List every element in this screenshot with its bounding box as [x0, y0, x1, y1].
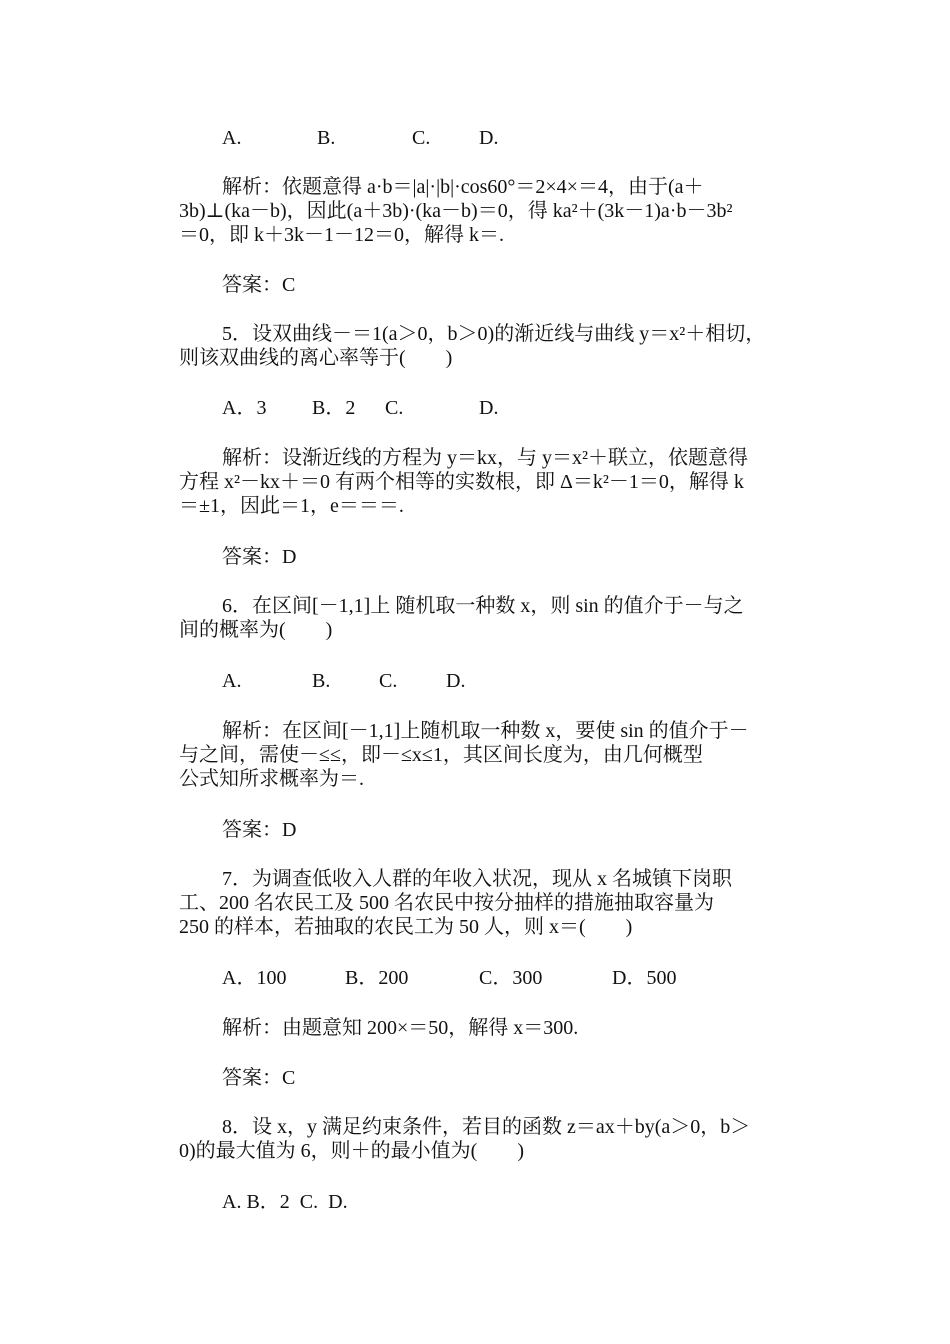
- q5-option-a: A．3: [222, 397, 267, 419]
- q7-stem-line: 工、200 名农民工及 500 名农民中按分抽样的措施抽取容量为: [179, 892, 714, 914]
- q5-analysis-line: 方程 x²－kx＋＝0 有两个相等的实数根，即 Δ＝k²－1＝0，解得 k: [179, 471, 744, 493]
- q6-analysis-line: 公式知所求概率为＝.: [179, 768, 364, 790]
- q5-option-d: D.: [479, 397, 499, 419]
- q7-option-b: B．200: [345, 967, 409, 989]
- q5-option-b: B．2: [312, 397, 356, 419]
- q7-option-d: D．500: [612, 967, 677, 989]
- q4-option-c: C.: [412, 127, 431, 149]
- q6-option-c: C.: [379, 670, 398, 692]
- q6-answer: 答案：D: [222, 819, 297, 841]
- q7-stem-line: 250 的样本，若抽取的农民工为 50 人，则 x＝( ): [179, 916, 633, 938]
- q4-answer: 答案：C: [222, 274, 296, 296]
- q7-analysis-line: 解析：由题意知 200×＝50，解得 x＝300.: [222, 1017, 579, 1039]
- q7-option-a: A．100: [222, 967, 287, 989]
- q4-option-a: A.: [222, 127, 242, 149]
- q5-stem-line: 则该双曲线的离心率等于( ): [179, 347, 453, 369]
- q4-option-b: B.: [317, 127, 336, 149]
- q5-answer: 答案：D: [222, 546, 297, 568]
- q4-option-d: D.: [479, 127, 499, 149]
- q4-analysis-line: 解析：依题意得 a·b＝|a|·|b|·cos60°＝2×4×＝4，由于(a＋: [222, 176, 704, 198]
- q5-stem-line: 5．设双曲线－＝1(a＞0，b＞0)的渐近线与曲线 y＝x²＋相切，: [222, 323, 766, 345]
- q4-analysis-line: 3b)⊥(ka－b)，因此(a＋3b)·(ka－b)＝0，得 ka²＋(3k－1)a·b－3b²: [179, 200, 733, 222]
- q6-stem-line: 间的概率为( ): [179, 619, 333, 641]
- q6-stem-line: 6．在区间[－1,1]上 随机取一种数 x，则 sin 的值介于－与之: [222, 595, 744, 617]
- q6-analysis-line: 与之间，需使－≤≤，即－≤x≤1，其区间长度为，由几何概型: [179, 744, 703, 766]
- q4-analysis-line: ＝0，即 k＋3k－1－12＝0，解得 k＝.: [179, 224, 504, 246]
- q7-answer: 答案：C: [222, 1067, 296, 1089]
- q6-analysis-line: 解析：在区间[－1,1]上随机取一种数 x，要使 sin 的值介于－: [222, 720, 749, 742]
- q8-stem-line: 0)的最大值为 6，则＋的最小值为( ): [179, 1140, 524, 1162]
- q5-analysis-line: 解析：设渐近线的方程为 y＝kx，与 y＝x²＋联立，依题意得: [222, 447, 748, 469]
- q6-option-b: B.: [312, 670, 331, 692]
- q6-option-d: D.: [446, 670, 466, 692]
- q7-stem-line: 7．为调查低收入人群的年收入状况，现从 x 名城镇下岗职: [222, 868, 732, 890]
- q5-analysis-line: ＝±1，因此＝1，e＝＝＝.: [179, 495, 404, 517]
- q6-option-a: A.: [222, 670, 242, 692]
- q8-options: A. B．2 C. D.: [222, 1191, 348, 1213]
- q8-stem-line: 8．设 x，y 满足约束条件，若目的函数 z＝ax＋by(a＞0，b＞: [222, 1116, 751, 1138]
- q7-option-c: C．300: [479, 967, 543, 989]
- q5-option-c: C.: [385, 397, 404, 419]
